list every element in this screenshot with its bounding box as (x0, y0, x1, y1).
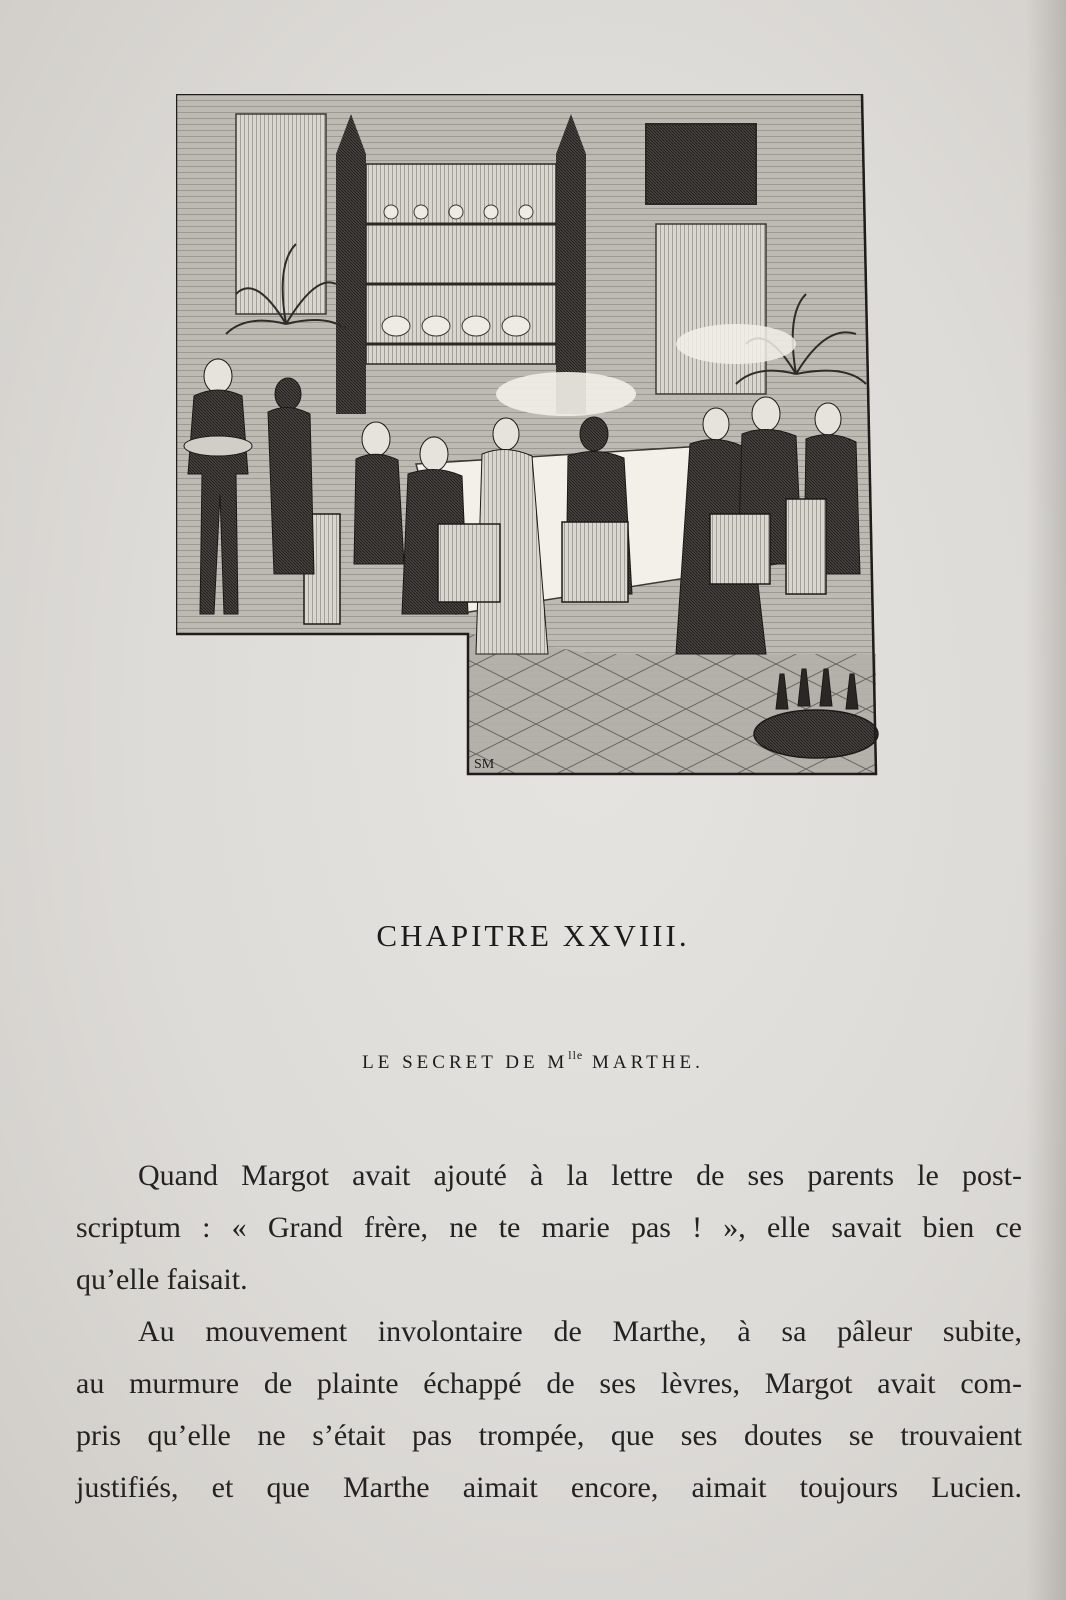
chapter-subtitle-end: MARTHE. (583, 1052, 704, 1073)
text-line: Au mouvement involontaire de Marthe, à sa pâleur subite, (138, 1315, 1022, 1348)
engraver-signature: SM (474, 757, 495, 772)
paragraph (76, 1150, 1022, 1306)
chapter-body (76, 1150, 1022, 1514)
text-line: qu’elle faisait. (76, 1263, 248, 1296)
text-line: justifiés, et que Marthe aimait encore, aimait toujours Lucien. (76, 1471, 1022, 1504)
chapter-heading: CHAPITRE XXVIII. (376, 918, 690, 953)
text-line: Quand Margot avait ajouté à la lettre de ses parents le post- (138, 1159, 1022, 1192)
text-line: scriptum : « Grand frère, ne te marie pas ! », elle savait bien ce (76, 1211, 1022, 1244)
page-edge-shadow (1026, 0, 1066, 1600)
chapter-subtitle-start: LE SECRET DE M (362, 1052, 569, 1073)
chapter-subtitle-superscript: lle (568, 1048, 584, 1062)
text-line: au murmure de plainte échappé de ses lèvres, Margot avait com- (76, 1367, 1022, 1400)
chapter-subtitle (0, 1048, 1066, 1074)
paragraph (76, 1306, 1022, 1514)
dinner-party-engraving (176, 94, 896, 794)
text-line: pris qu’elle ne s’était pas trompée, que ses doutes se trouvaient (76, 1419, 1022, 1452)
